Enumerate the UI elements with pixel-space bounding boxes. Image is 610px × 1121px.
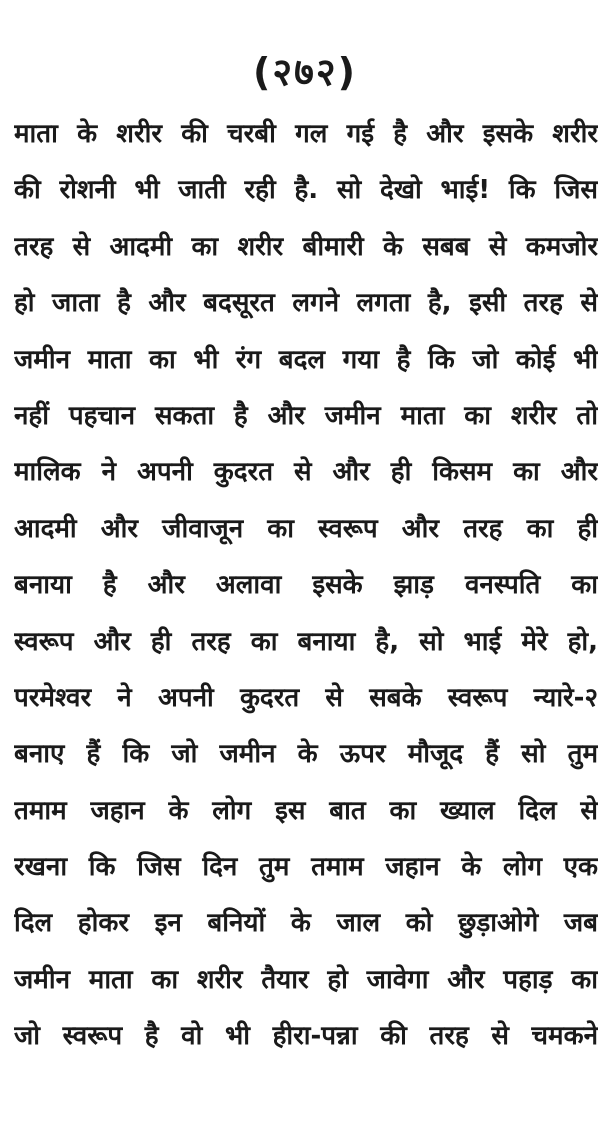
text-line: नहीं पहचान सकता है और जमीन माता का शरीर तो xyxy=(14,400,598,431)
text-line: दिल होकर इन बनियों के जाल को छुड़ाओगे जब xyxy=(14,908,598,939)
text-line: जो स्वरूप है वो भी हीरा-पन्ना की तरह से चमकने xyxy=(14,1021,598,1052)
text-line: तरह से आदमी का शरीर बीमारी के सबब से कमजोर xyxy=(14,231,598,262)
page-number: (२७२) xyxy=(252,50,357,94)
text-line: की रोशनी भी जाती रही है. सो देखो भाई! कि जिस xyxy=(14,175,598,206)
text-line: रखना कि जिस दिन तुम तमाम जहान के लोग एक xyxy=(14,852,598,883)
page-body-text xyxy=(14,106,598,1065)
text-line: माता के शरीर की चरबी गल गई है और इसके शरीर xyxy=(14,119,598,149)
text-line: परमेश्वर ने अपनी कुदरत से सबके स्वरूप न्यारे-२ xyxy=(14,682,598,713)
text-line: स्वरूप और ही तरह का बनाया है, सो भाई मेरे हो, xyxy=(14,626,598,657)
text-line: आदमी और जीवाजून का स्वरूप और तरह का ही xyxy=(14,513,598,544)
text-line: मालिक ने अपनी कुदरत से और ही किसम का और xyxy=(14,457,598,488)
text-line: हो जाता है और बदसूरत लगने लगता है, इसी तरह से xyxy=(14,288,598,319)
text-line: बनाया है और अलावा इसके झाड़ वनस्पति का xyxy=(14,570,598,601)
text-line: जमीन माता का शरीर तैयार हो जावेगा और पहाड़ का xyxy=(14,964,598,995)
text-line: जमीन माता का भी रंग बदल गया है कि जो कोई भी xyxy=(14,344,598,375)
text-line: तमाम जहान के लोग इस बात का ख्याल दिल से xyxy=(14,795,598,826)
text-line: बनाए हैं कि जो जमीन के ऊपर मौजूद हैं सो तुम xyxy=(14,739,598,770)
